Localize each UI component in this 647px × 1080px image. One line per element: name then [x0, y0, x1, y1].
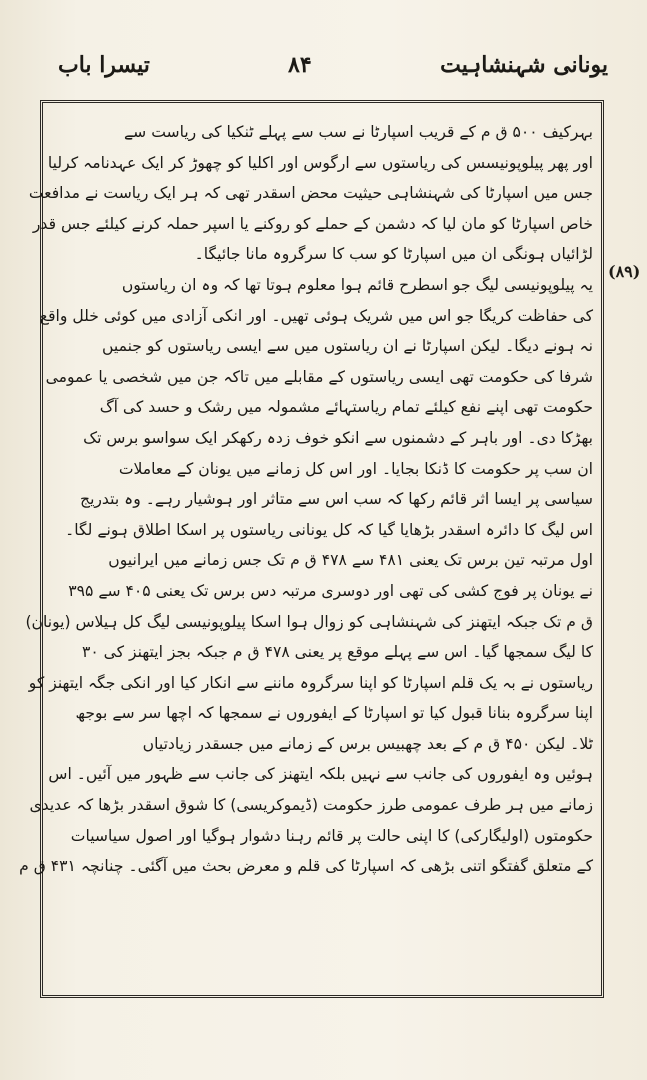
- text-line: حکومتوں (اولیگارکی) کا اپنی حالت پر قائم رہنا دشوار ہوگیا اور اصول سیاسیات: [70, 826, 593, 845]
- text-line: اول مرتبہ تین برس تک یعنی ۴۸۱ سے ۴۷۸ ق م تک جس زمانے میں ایرانیوں: [108, 551, 593, 570]
- text-line: کا لیگ سمجھا گیا۔ اس سے پہلے موقع پر یعنی ۴۷۸ ق م جبکہ بجز ایتھنز کی ۳۰: [81, 643, 593, 662]
- text-line: بھڑکا دی۔ اور باہر کے دشمنوں سے انکو خوف زدہ رکھکر ایک سواسو برس تک: [83, 428, 593, 447]
- page-number: ۸۴: [288, 52, 312, 78]
- text-line: کی حفاظت کریگا جو اس میں شریک ہوئی تھیں۔ اور انکی آزادی میں کوئی خلل واقع: [39, 306, 593, 325]
- page-header: [58, 52, 608, 92]
- book-title: یونانی شہنشاہیت: [440, 52, 608, 78]
- text-line: خاص اسپارٹا کو مان لیا کہ دشمن کے حملے کو روکنے یا اسپر حملہ کرنے کیلئے جس قدر: [32, 214, 593, 233]
- text-line: ہوئیں وہ ایفوروں کی جانب سے نہیں بلکہ ایتھنز کی جانب سے ظہور میں آئیں۔ اس: [48, 765, 593, 784]
- text-line: زمانے میں ہر طرف عمومی طرز حکومت (ڈیموکریسی) کا شوق اسقدر بڑھا کہ عدیدی: [29, 796, 593, 815]
- text-line: اس لیگ کا دائرہ اسقدر بڑھایا گیا کہ کل یونانی ریاستوں پر اسکا اطلاق ہونے لگا۔: [65, 520, 593, 539]
- text-line: نہ ہونے دیگا۔ لیکن اسپارٹا نے ان ریاستوں میں سے ایسی ریاستوں کو جنمیں: [102, 337, 593, 356]
- text-line: نے یونان پر فوج کشی کی تھی اور دوسری مرتبہ دس برس تک یعنی ۴۰۵ سے ۳۹۵: [68, 581, 593, 600]
- text-line: ٹلا۔ لیکن ۴۵۰ ق م کے بعد چھبیس برس کے زمانے میں جسقدر زیادتیاں: [142, 734, 593, 753]
- body-text: [19, 117, 593, 987]
- text-line: ان سب پر حکومت کا ڈنکا بجایا۔ اور اس کل زمانے میں یونان کے معاملات: [118, 459, 593, 478]
- text-line: یہ پیلوپونیسی لیگ جو اسطرح قائم ہوا معلوم ہوتا تھا کہ وہ ان ریاستوں: [121, 275, 593, 294]
- chapter-title: تیسرا باب: [58, 52, 150, 78]
- text-line: کے متعلق گفتگو اتنی بڑھی کہ اسپارٹا کی قلم و معرض بحث میں آگئی۔ چنانچہ ۴۳۱ ق م: [19, 857, 593, 876]
- text-line: اور پھر پیلوپونیسس کی ریاستوں سے ارگوس اور اکلیا کو چھوڑ کر ایک عہدنامہ کرلیا: [47, 153, 593, 172]
- text-line: جس میں اسپارٹا کی شہنشاہی حیثیت محض اسقدر تھی کہ ہر ایک ریاست نے مدافعت: [28, 184, 593, 203]
- text-line: ق م تک جبکہ ایتھنز کی شہنشاہی کو زوال ہوا اسکا پیلوپونیسی لیگ کل ہیلاس (یونان): [25, 612, 593, 631]
- text-line: بہرکیف ۵۰۰ ق م کے قریب اسپارٹا نے سب سے پہلے ٹنکیا کی ریاست سے: [124, 123, 593, 141]
- text-line: شرفا کی حکومت تھی ایسی ریاستوں کے مقابلے میں تاکہ جن میں شخصی یا عمومی: [45, 367, 593, 386]
- margin-annotation: (۸۹): [608, 262, 641, 281]
- text-frame: [19, 100, 604, 998]
- text-line: اپنا سرگروہ بنانا قبول کیا تو اسپارٹا کے ایفوروں نے سمجھا کہ اچھا سر سے بوجھ: [75, 704, 593, 723]
- text-line: حکومت تھی اپنے نفع کیلئے تمام ریاستہائے مشمولہ میں رشک و حسد کی آگ: [99, 398, 593, 417]
- text-line: ریاستوں نے بہ یک قلم اسپارٹا کو اپنا سرگروہ ماننے سے انکار کیا اور انکی جگہ ایتھنز کو: [28, 673, 593, 692]
- text-line: سیاسی پر ایسا اثر قائم رکھا کہ سب اس سے متاثر اور ہوشیار رہے۔ وہ بتدریج: [80, 490, 593, 509]
- text-line: لڑائیاں ہونگی ان میں اسپارٹا کو سب کا سرگروہ مانا جائیگا۔: [194, 245, 593, 264]
